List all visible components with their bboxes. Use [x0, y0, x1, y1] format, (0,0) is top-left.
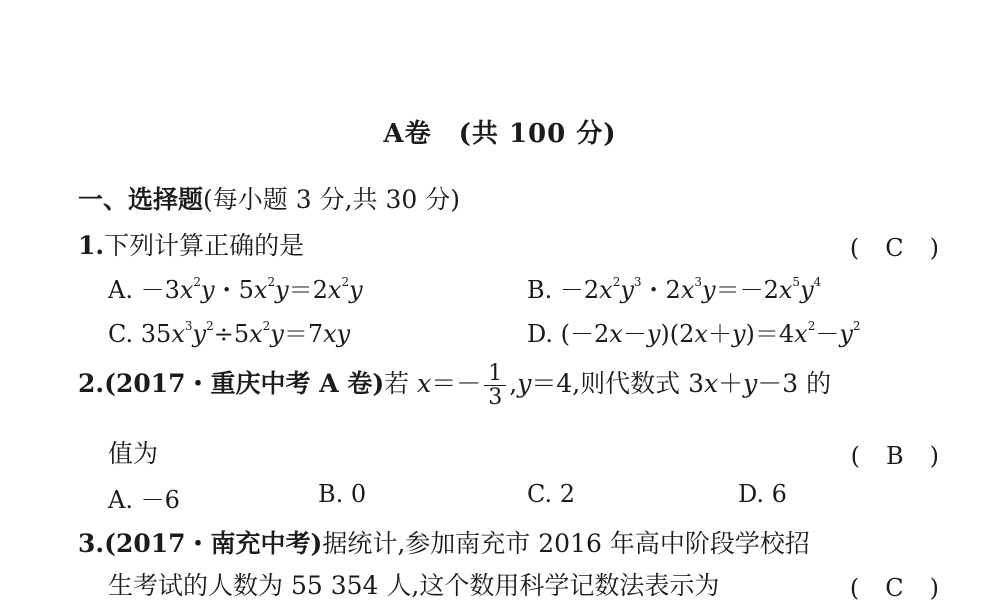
question-1-option-a: A. $-3x^2y$・$5x^2y=2x^2y$ [108, 275, 363, 304]
question-2-stem-cont: 值为 [108, 439, 159, 468]
question-3-stem-cont: 生考试的人数为 55 354 人,这个数用科学记数法表示为 [108, 571, 720, 600]
question-text-pre: 若 [384, 369, 410, 399]
question-text: 据统计,参加南充市 2016 年高中阶段学校招 [322, 529, 810, 558]
question-number: 1. [78, 231, 105, 260]
section-name: 一、选择题 [78, 185, 204, 214]
question-1-stem [78, 226, 304, 262]
question-2-option-b: B. 0 [318, 480, 367, 508]
question-2-stem: 2.(2017・重庆中考 A 卷)若 x＝－ $\frac{1}{3}$ ,y＝4,则代数式 3x＋y－3 的 [78, 361, 832, 411]
fraction-denominator: 3 [488, 385, 503, 411]
question-2-option-c: C. 2 [527, 480, 576, 508]
question-1-option-d: D. $(-2x-y)(2x+y)=4x^2-y^2$ [527, 319, 861, 348]
question-1-option-c: C. $35x^3y^2\div 5x^2y=7xy$ [108, 319, 351, 348]
section-heading [78, 180, 460, 216]
question-source: (2017・南充中考) [104, 529, 323, 558]
section-title: A卷 (共 100 分) [383, 119, 617, 149]
question-text: 下列计算正确的是 [104, 231, 305, 260]
question-2-option-d: D. 6 [738, 480, 787, 508]
question-number: 2. [78, 369, 105, 399]
section-note: (每小题 3 分,共 30 分) [203, 185, 460, 214]
question-number: 3. [78, 529, 105, 558]
question-source: (2017・重庆中考 A 卷) [104, 369, 385, 399]
question-3-stem [78, 524, 810, 560]
question-text-post: ,y＝4,则代数式 3x＋y－3 的 [509, 369, 832, 399]
fraction-numerator: 1 [484, 362, 506, 386]
question-1-answer: ( C ) [849, 234, 940, 262]
question-2-option-a: A. －6 [108, 486, 180, 514]
question-3-answer: ( C ) [849, 574, 940, 602]
fraction [484, 362, 506, 409]
question-2-answer: ( B ) [850, 442, 940, 470]
question-1-option-b: B. $-2x^2y^3$・$2x^3y=-2x^5y^4$ [527, 275, 822, 304]
